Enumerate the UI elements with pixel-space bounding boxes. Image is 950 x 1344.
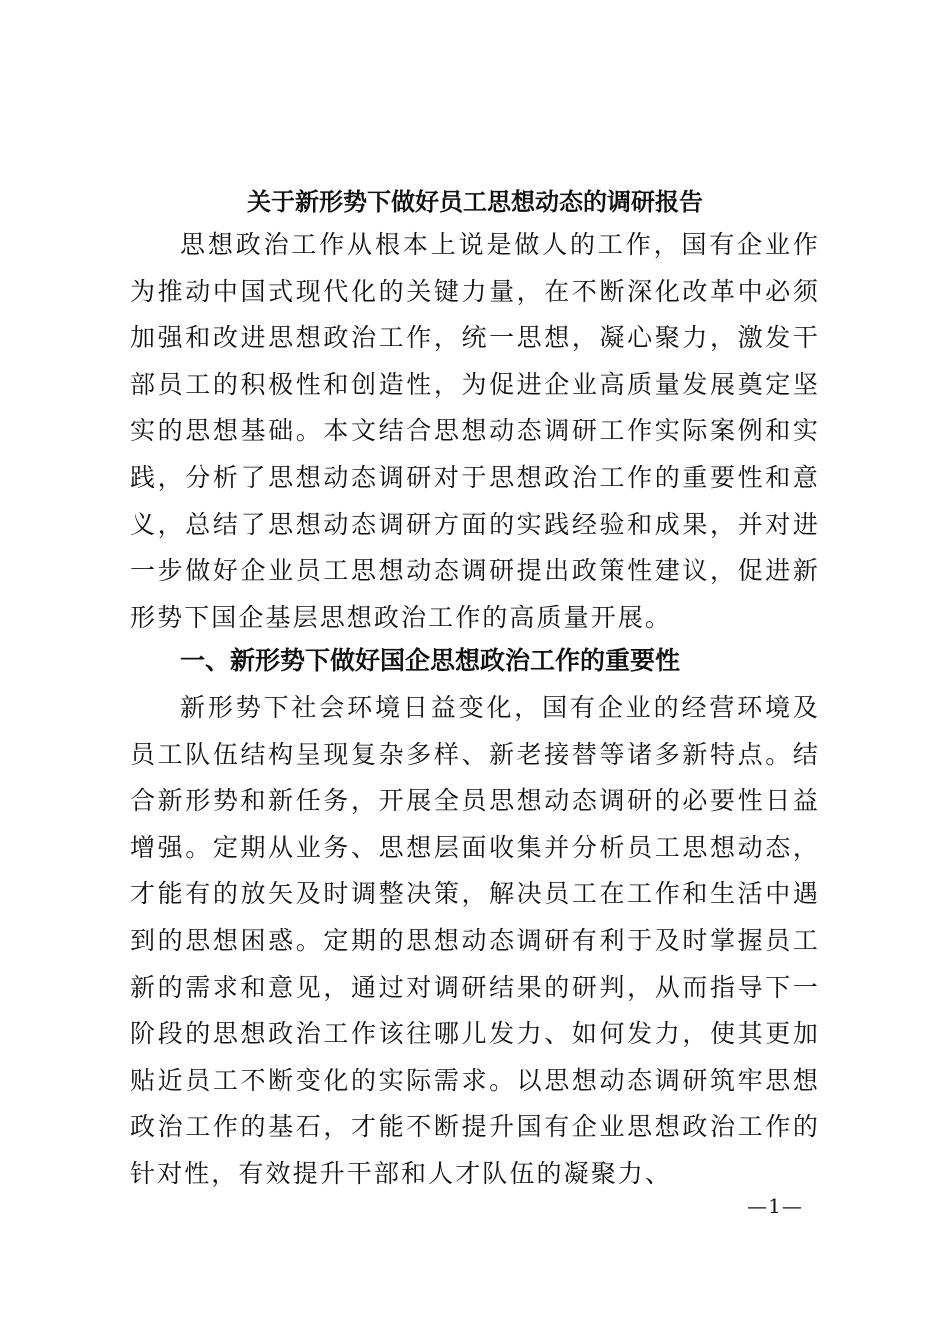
document-title: 关于新形势下做好员工思想动态的调研报告 bbox=[247, 188, 703, 216]
intro-paragraph: 思想政治工作从根本上说是做人的工作，国有企业作为推动中国式现代化的关键力量，在不断深化改革中必须加强和改进思想政治工作，统一思想，凝心聚力，激发干部员工的积极性和创造性，为促进企业高质量发展奠定坚实的思想基础。本文结合思想动态调研工作实际案例和实践，分析了思想动态调研对于思想政治工作的重要性和意义，总结了思想动态调研方面的实践经验和成果，并对进一步做好企业员工思想动态调研提出政策性建议，促进新形势下国企基层思想政治工作的高质量开展。 bbox=[130, 230, 820, 632]
page-number: —1— bbox=[747, 1194, 803, 1218]
section-heading: 一、新形势下做好国企思想政治工作的重要性 bbox=[180, 646, 681, 675]
section-paragraph: 新形势下社会环境日益变化，国有企业的经营环境及员工队伍结构呈现复杂多样、新老接替等诸多新特点。结合新形势和新任务，开展全员思想动态调研的必要性日益增强。定期从业务、思想层面收集并分析员工思想动态，才能有的放矢及时调整决策，解决员工在工作和生活中遇到的思想困惑。定期的思想动态调研有利于及时掌握员工新的需求和意见，通过对调研结果的研判，从而指导下一阶段的思想政治工作该往哪儿发力、如何发力，使其更加贴近员工不断变化的实际需求。以思想动态调研筑牢思想政治工作的基石，才能不断提升国有企业思想政治工作的针对性，有效提升干部和人才队伍的凝聚力、 bbox=[130, 693, 820, 1188]
